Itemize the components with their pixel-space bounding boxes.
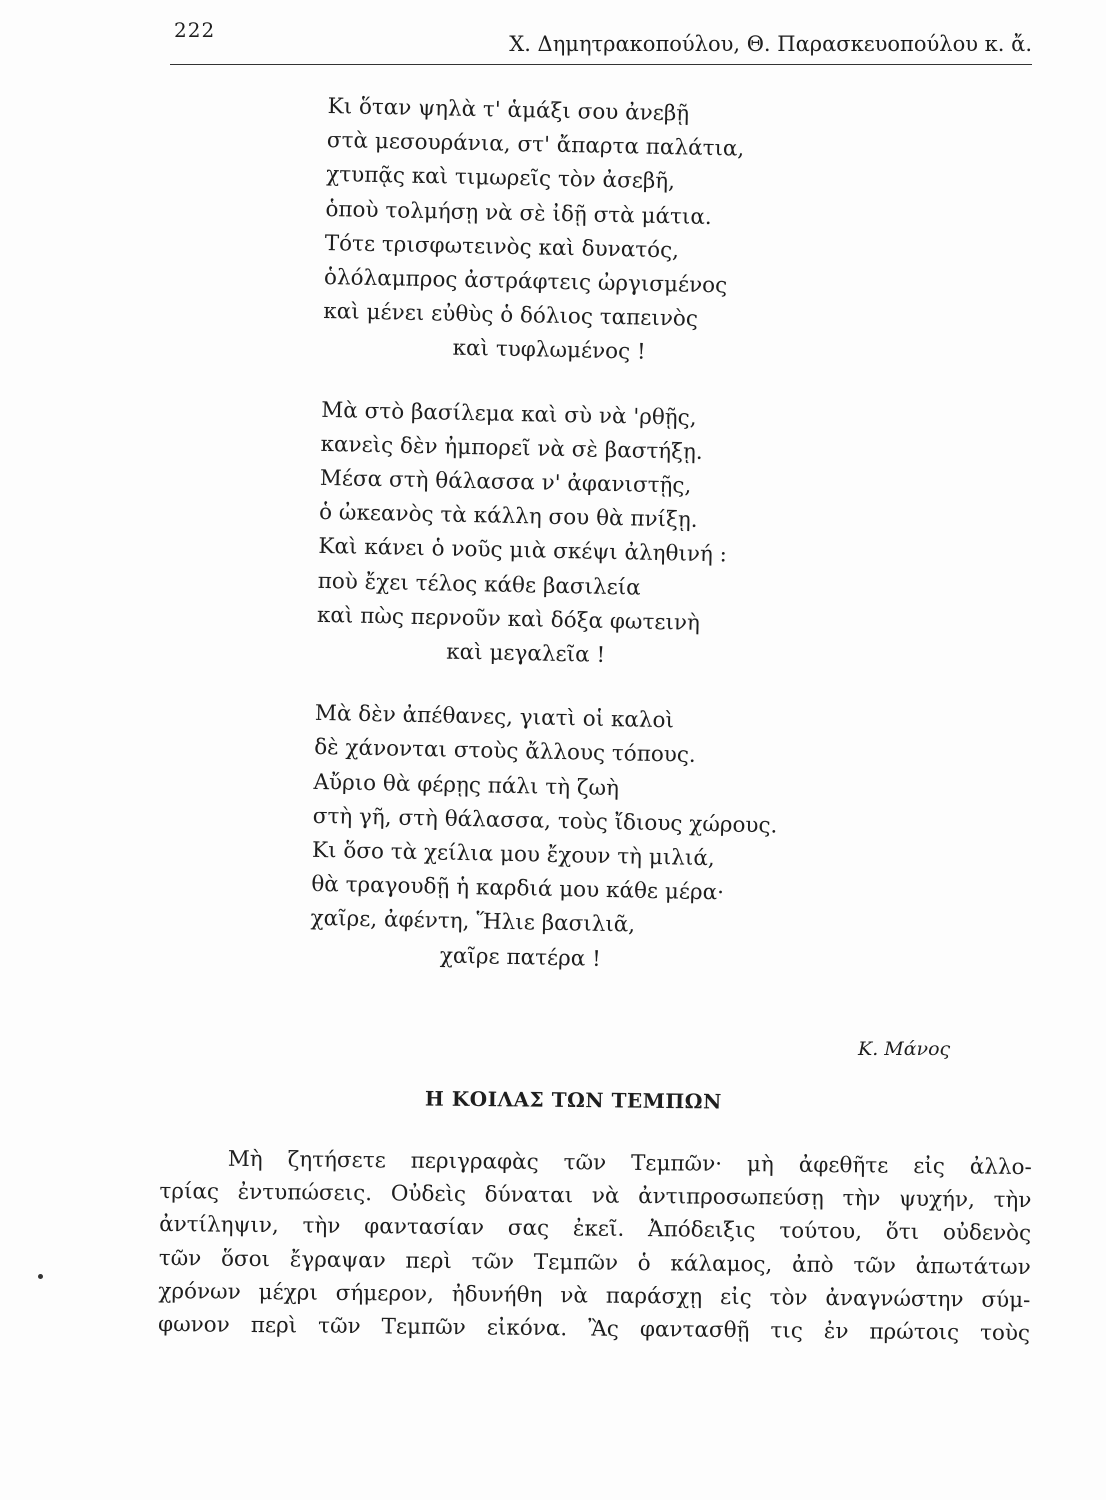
- section-title: Η ΚΟΙΛΑΣ ΤΩΝ ΤΕΜΠΩΝ: [424, 1086, 722, 1114]
- verse-line: Κι ὅσο τὰ χείλια μου ἔχουν τὴ μιλιά,: [311, 837, 715, 872]
- verse-line: θὰ τραγουδῇ ἡ καρδιά μου κάθε μέρα·: [311, 872, 725, 906]
- verse-line: Μὰ δὲν ἀπέθανες, γιατὶ οἱ καλοὶ: [314, 701, 675, 734]
- verse-line: δὲ χάνονται στοὺς ἄλλους τόπους.: [313, 735, 697, 769]
- prose-line: ἀντίληψιν, τὴν φαντασίαν σας ἐκεῖ. Ἀπόδειξις τούτου, ὅτι οὐδενὸς: [159, 1212, 1032, 1247]
- verse-line: ὁποὺ τολμήσῃ νὰ σὲ ἰδῇ στὰ μάτια.: [325, 196, 712, 230]
- verse-line: Μέσα στὴ θάλασσα ν' ἀφανιστῇς,: [319, 465, 692, 499]
- verse-line-refrain: καὶ μεγαλεῖα !: [445, 639, 606, 668]
- verse-line: ὁλόλαμπρος ἀστράφτεις ὠργισμένος: [323, 264, 728, 299]
- page-header: [170, 14, 1032, 65]
- verse-line: καὶ πὼς περνοῦν καὶ δόξα φωτεινὴ: [316, 602, 701, 636]
- verse-line: ποὺ ἔχει τέλος κάθε βασιλεία: [317, 568, 641, 601]
- poem: [309, 90, 868, 1012]
- verse-line: κανεὶς δὲν ἠμπορεῖ νὰ σὲ βαστήξῃ.: [320, 431, 704, 465]
- verse-line: Αὔριο θὰ φέρῃς πάλι τὴ ζωὴ: [313, 769, 620, 801]
- verse-line-refrain: καὶ τυφλωμένος !: [452, 336, 646, 366]
- prose-line: τῶν ὅσοι ἔγραψαν περὶ τῶν Τεμπῶν ὁ κάλαμος, ἀπὸ τῶν ἀπωτάτων: [158, 1245, 1031, 1280]
- page-number: 222: [174, 18, 216, 42]
- prose-line: Μὴ ζητήσετε περιγραφὰς τῶν Τεμπῶν· μὴ ἀφεθῆτε εἰς ἀλλο-: [227, 1146, 1032, 1181]
- verse-line: Καὶ κάνει ὁ νοῦς μιὰ σκέψι ἀληθινή :: [318, 534, 728, 568]
- stanza-3: [310, 697, 856, 982]
- verse-line: χαῖρε, ἀφέντη, Ἥλιε βασιλιᾶ,: [310, 906, 636, 939]
- prose-line: χρόνων μέχρι σήμερον, ἠδυνήθη νὰ παράσχῃ εἰς τὸν ἀναγνώστην σύμ-: [158, 1278, 1031, 1313]
- prose-line: φωνον περὶ τῶν Τεμπῶν εἰκόνα. Ἂς φαντασθῇ τις ἐν πρώτοις τοὺς: [157, 1312, 1031, 1347]
- prose-line: τρίας ἐντυπώσεις. Οὐδεὶς δύναται νὰ ἀντιπροσωπεύσῃ τὴν ψυχήν, τὴν: [159, 1179, 1032, 1214]
- verse-line: ὁ ὠκεανὸς τὰ κάλλη σου θὰ πνίξῃ.: [318, 500, 698, 534]
- stanza-2: [316, 394, 862, 679]
- verse-line: στὰ μεσουράνια, στ' ἄπαρτα παλάτια,: [326, 128, 745, 162]
- verse-line: Κι ὅταν ψηλὰ τ' ἁμάξι σου ἀνεβῇ: [327, 93, 690, 127]
- verse-line: καὶ μένει εὐθὺς ὁ δόλιος ταπεινὸς: [323, 299, 699, 333]
- ink-speck: [38, 1274, 43, 1279]
- poem-signature: Κ. Μάνος: [858, 1038, 951, 1060]
- verse-line: Τότε τρισφωτεινὸς καὶ δυνατός,: [324, 230, 680, 264]
- running-title: Χ. Δημητρακοπούλου, Θ. Παρασκευοπούλου κ. ἄ.: [509, 32, 1032, 56]
- verse-line: χτυπᾷς καὶ τιμωρεῖς τὸν ἀσεβῆ,: [325, 162, 676, 195]
- stanza-1: [322, 90, 868, 375]
- verse-line: Μὰ στὸ βασίλεμα καὶ σὺ νὰ 'ρθῇς,: [321, 397, 697, 431]
- verse-line-refrain: χαῖρε πατέρα !: [439, 943, 602, 972]
- verse-line: στὴ γῆ, στὴ θάλασσα, τοὺς ἴδιους χώρους.: [312, 803, 778, 839]
- prose-paragraph: [158, 1142, 1032, 1350]
